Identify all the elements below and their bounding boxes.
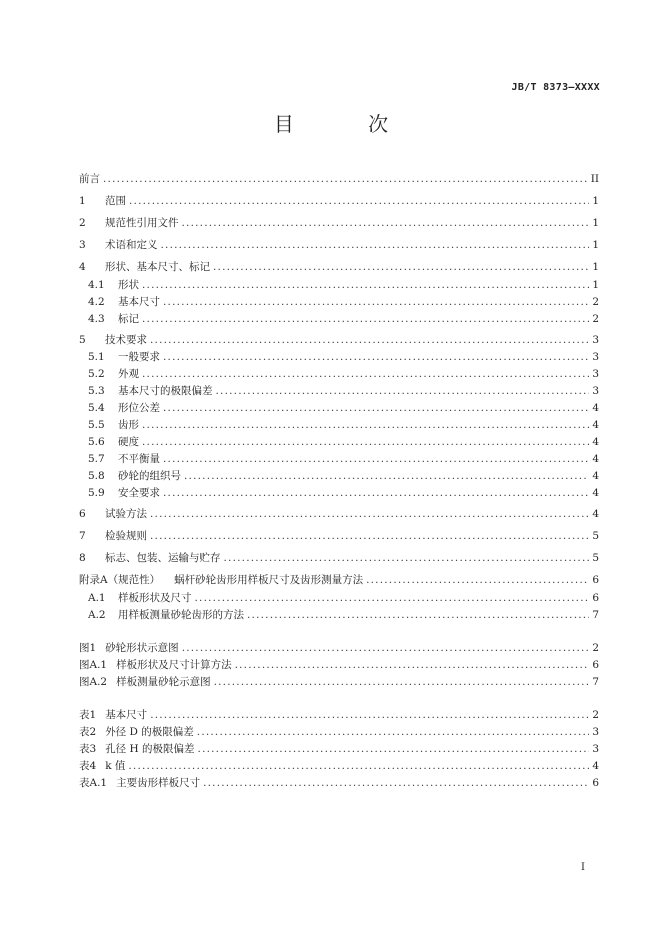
toc-entry-label: 检验规则: [105, 530, 147, 542]
toc-dot-leader: [142, 367, 589, 381]
toc-dot-leader: [161, 238, 590, 252]
toc-entry-label: 范围: [105, 195, 126, 207]
toc-entry-page: 2: [592, 313, 599, 325]
toc-entry-number: 5: [79, 334, 86, 346]
toc-entry-number: 表4: [79, 760, 97, 772]
toc-dot-leader: [163, 350, 589, 364]
toc-dot-leader: [150, 708, 589, 722]
toc-entry-label: 砂轮形状示意图: [105, 642, 179, 654]
toc-entry-label: 术语和定义: [105, 239, 158, 251]
toc-entry-label: 安全要求: [118, 487, 160, 499]
toc-entry[interactable]: [88, 312, 599, 326]
toc-entry[interactable]: [88, 608, 599, 622]
toc-entry-number: 4.1: [88, 279, 105, 291]
toc-entry-page: 1: [592, 261, 599, 273]
toc-dot-leader: [182, 641, 590, 655]
toc-entry-page: 6: [592, 574, 599, 586]
toc-entry-label: 基本尺寸的极限偏差: [118, 385, 213, 397]
toc-entry-label: 技术要求: [105, 334, 147, 346]
toc-entry-number: 1: [79, 195, 86, 207]
toc-entry-label: 基本尺寸: [118, 296, 160, 308]
toc-entry[interactable]: [79, 776, 599, 790]
toc-entry-page: 4: [592, 487, 599, 499]
toc-entry-page: 3: [592, 726, 599, 738]
toc-dot-leader: [163, 452, 589, 466]
toc-dot-leader: [163, 486, 589, 500]
toc-entry[interactable]: [88, 486, 599, 500]
toc-entry-page: 1: [592, 195, 599, 207]
toc-entry-page: 4: [592, 470, 599, 482]
toc-entry-number: 3: [79, 239, 86, 251]
toc-entry[interactable]: [88, 435, 599, 449]
toc-dot-leader: [184, 469, 589, 483]
toc-entry-page: 7: [592, 609, 599, 621]
toc-entry-page: 3: [592, 385, 599, 397]
toc-entry-page: 1: [592, 239, 599, 251]
toc-entry-number: 表3: [79, 743, 97, 755]
toc-entry[interactable]: [79, 216, 599, 230]
toc-entry-label: 形状: [118, 279, 139, 291]
toc-entry-number: 图A.2: [79, 676, 108, 688]
toc-dot-leader: [163, 401, 589, 415]
toc-entry-number: 7: [79, 530, 86, 542]
toc-entry-label: 样板形状及尺寸: [118, 592, 192, 604]
toc-entry-number: 5.8: [88, 470, 105, 482]
toc-entry-label: 孔径 H 的极限偏差: [105, 743, 195, 755]
toc-entry-number: 表2: [79, 726, 97, 738]
toc-dot-leader: [142, 435, 589, 449]
toc-entry-label: 砂轮的组织号: [118, 470, 181, 482]
standard-number: JB/T 8373—XXXX: [511, 82, 600, 93]
toc-dot-leader: [195, 591, 590, 605]
toc-entry-number: 5.2: [88, 368, 105, 380]
toc-entry-label: 蜗杆砂轮齿形用样板尺寸及齿形测量方法: [174, 574, 364, 586]
toc-entry-label: 主要齿形样板尺寸: [116, 777, 201, 789]
toc-entry-page: 6: [592, 659, 599, 671]
toc-entry-page: 2: [592, 709, 599, 721]
toc-entry[interactable]: [79, 194, 599, 208]
toc-entry-label: 样板形状及尺寸计算方法: [116, 659, 232, 671]
toc-entry[interactable]: [79, 742, 599, 756]
toc-entry-page: 4: [592, 419, 599, 431]
toc-entry[interactable]: [79, 551, 599, 565]
toc-entry-page: 3: [592, 368, 599, 380]
toc-dot-leader: [150, 333, 589, 347]
toc-entry-number: 5.4: [88, 402, 105, 414]
toc-entry-page: 4: [592, 402, 599, 414]
toc-entry-number: 5.6: [88, 436, 105, 448]
toc-entry-page: 2: [592, 642, 599, 654]
toc-entry-label: 不平衡量: [118, 453, 160, 465]
toc-entry-number: 2: [79, 217, 86, 229]
toc-entry[interactable]: [79, 333, 599, 347]
toc-entry[interactable]: [88, 418, 599, 432]
toc-entry[interactable]: [79, 238, 599, 252]
toc-entry-page: 6: [592, 592, 599, 604]
toc-entry[interactable]: [79, 658, 599, 672]
toc-entry-number: 5.3: [88, 385, 105, 397]
toc-entry-number: 5.7: [88, 453, 105, 465]
toc-entry-page: 4: [592, 436, 599, 448]
toc-entry[interactable]: [88, 350, 599, 364]
toc-dot-leader: [366, 573, 589, 587]
toc-entry-label: 齿形: [118, 419, 139, 431]
toc-entry-number: A.2: [88, 609, 106, 621]
toc-entry-label: 前言: [79, 173, 100, 185]
toc-entry-page: 7: [592, 676, 599, 688]
toc-entry-number: A.1: [88, 592, 106, 604]
toc-entry-page: 4: [592, 760, 599, 772]
page-title: 目 次: [273, 112, 423, 136]
toc-entry-number: 4: [79, 261, 86, 273]
toc-entry-number: 表1: [79, 709, 97, 721]
toc-entry[interactable]: [79, 759, 599, 773]
toc-dot-leader: [216, 384, 590, 398]
toc-entry[interactable]: [79, 172, 599, 186]
toc-entry[interactable]: [79, 529, 599, 543]
toc-entry[interactable]: [79, 641, 599, 655]
toc-entry-number: 5.9: [88, 487, 105, 499]
toc-entry-label: 形状、基本尺寸、标记: [105, 261, 210, 273]
toc-entry-label: 样板测量砂轮示意图: [116, 676, 211, 688]
toc-entry-label: k 值: [105, 760, 126, 772]
toc-dot-leader: [203, 776, 589, 790]
toc-dot-leader: [128, 759, 589, 773]
toc-entry-number: 6: [79, 508, 86, 520]
toc-entry[interactable]: [79, 573, 599, 587]
toc-entry-page: 3: [592, 743, 599, 755]
toc-dot-leader: [224, 551, 590, 565]
toc-dot-leader: [182, 216, 590, 230]
page-number: I: [581, 862, 585, 873]
toc-dot-leader: [103, 172, 588, 186]
toc-entry-number: 图1: [79, 642, 97, 654]
toc-entry-page: 3: [592, 334, 599, 346]
toc-entry-page: 5: [592, 530, 599, 542]
toc-entry-number: 附录A（规范性）: [79, 574, 161, 586]
toc-entry[interactable]: [79, 507, 599, 521]
toc-entry-page: 4: [592, 453, 599, 465]
toc-entry-number: 表A.1: [79, 777, 108, 789]
toc-entry-page: 6: [592, 777, 599, 789]
toc-entry[interactable]: [79, 725, 599, 739]
toc-entry[interactable]: [88, 367, 599, 381]
toc-dot-leader: [150, 529, 589, 543]
toc-entry-page: 2: [592, 296, 599, 308]
toc-dot-leader: [235, 658, 590, 672]
toc-entry-label: 基本尺寸: [105, 709, 148, 721]
toc-entry-label: 标记: [118, 313, 139, 325]
toc-dot-leader: [214, 675, 590, 689]
toc-entry-number: 4.3: [88, 313, 105, 325]
toc-entry-page: 1: [592, 217, 599, 229]
toc-entry-number: 5.1: [88, 351, 105, 363]
toc-dot-leader: [142, 278, 589, 292]
toc-entry[interactable]: [88, 295, 599, 309]
toc-entry[interactable]: [79, 260, 599, 274]
toc-entry-page: 3: [592, 351, 599, 363]
toc-entry-label: 试验方法: [105, 508, 147, 520]
toc-entry-page: 5: [592, 552, 599, 564]
toc-entry[interactable]: [79, 675, 599, 689]
toc-entry[interactable]: [88, 452, 599, 466]
toc-dot-leader: [163, 295, 589, 309]
toc-entry-page: 1: [592, 279, 599, 291]
toc-entry-label: 外观: [118, 368, 139, 380]
toc-entry-number: 4.2: [88, 296, 105, 308]
toc-dot-leader: [213, 260, 589, 274]
toc-entry-page: II: [590, 173, 599, 185]
toc-entry-label: 规范性引用文件: [105, 217, 179, 229]
toc-entry-label: 用样板测量砂轮齿形的方法: [118, 609, 244, 621]
toc-entry[interactable]: [88, 278, 599, 292]
toc-entry-number: 5.5: [88, 419, 105, 431]
toc-entry-label: 硬度: [118, 436, 139, 448]
toc-dot-leader: [198, 742, 590, 756]
toc-entry-label: 一般要求: [118, 351, 160, 363]
toc-entry[interactable]: [88, 401, 599, 415]
toc-entry-number: 图A.1: [79, 659, 108, 671]
toc-dot-leader: [142, 418, 589, 432]
toc-entry-page: 4: [592, 508, 599, 520]
toc-entry-label: 形位公差: [118, 402, 160, 414]
toc-entry[interactable]: [79, 708, 599, 722]
toc-entry[interactable]: [88, 591, 599, 605]
toc-dot-leader: [150, 507, 589, 521]
toc-entry-number: 8: [79, 552, 86, 564]
toc-dot-leader: [142, 312, 589, 326]
toc-dot-leader: [197, 725, 590, 739]
toc-entry-label: 标志、包装、运输与贮存: [105, 552, 221, 564]
toc-entry[interactable]: [88, 469, 599, 483]
toc-entry-label: 外径 D 的极限偏差: [105, 726, 194, 738]
toc-entry[interactable]: [88, 384, 599, 398]
toc-dot-leader: [129, 194, 589, 208]
toc-dot-leader: [247, 608, 589, 622]
